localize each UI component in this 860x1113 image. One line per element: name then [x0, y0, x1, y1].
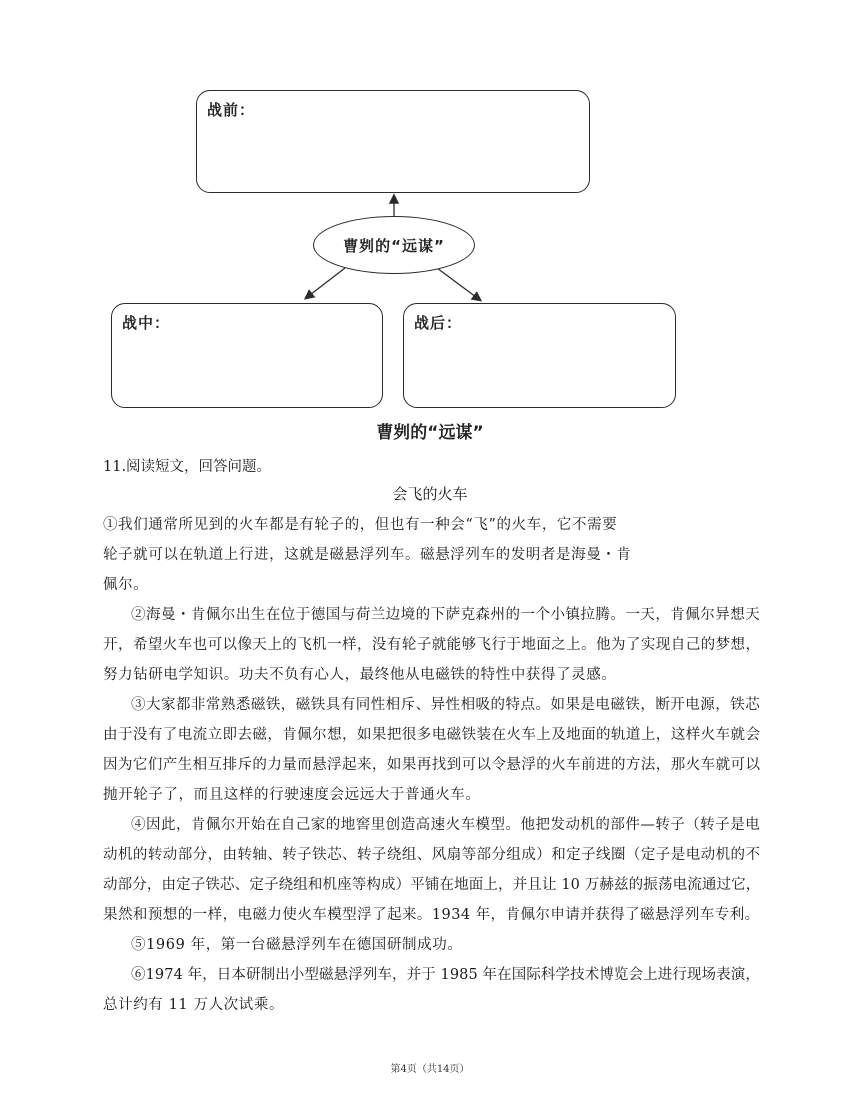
text-line: ③大家都非常熟悉磁铁，磁铁具有同性相斥、异性相吸的特点。如果是电磁铁，断开电源，铁芯 [131, 697, 761, 713]
article-title: 会飞的火车 [392, 485, 468, 503]
text-line: 动机的转动部分，由转轴、转子铁芯、转子绕组、风扇等部分组成）和定子线圈（定子是电动机的不 [103, 847, 761, 863]
text-line: 果然和预想的一样，电磁力使火车模型浮了起来。1934 年，肯佩尔申请并获得了磁悬浮列车专利。 [103, 907, 760, 923]
center-label: 曹刿的“远谋” [343, 236, 445, 255]
text-line: 努力钻研电学知识。功夫不负有心人，最终他从电磁铁的特性中获得了灵感。 [103, 667, 617, 683]
text-line: 佩尔。 [103, 577, 149, 593]
box-during-label: 战中： [122, 314, 171, 332]
page-footer: 第4页（共14页） [390, 1064, 470, 1075]
box-before-label: 战前： [207, 101, 256, 119]
text-line: 总计约有 11 万人次试乘。 [103, 997, 285, 1013]
arrow-left [306, 268, 345, 298]
box-after-label: 战后： [414, 314, 463, 332]
text-line: ⑥1974 年，日本研制出小型磁悬浮列车，并于 1985 年在国际科学技术博览会上进行现场表演， [131, 967, 760, 983]
text-line: 开，希望火车也可以像天上的飞机一样，没有轮子就能够飞行于地面之上。他为了实现自己的梦想， [103, 637, 761, 653]
text-line: 由于没有了电流立即去磁，肯佩尔想，如果把很多电磁铁装在火车上及地面的轨道上，这样火车就会 [103, 727, 761, 743]
text-line: ①我们通常所见到的火车都是有轮子的，但也有一种会“飞”的火车，它不需要 [103, 517, 618, 533]
text-line: ②海曼・肯佩尔出生在位于德国与荷兰边境的下萨克森州的一个小镇拉腾。一天，肯佩尔异想天 [131, 607, 761, 623]
center-ellipse [313, 216, 475, 274]
text-line: 动部分，由定子铁芯、定子绕组和机座等构成）平铺在地面上，并且让 10 万赫兹的振荡电流通过它， [103, 877, 761, 893]
box-after-battle [403, 303, 676, 408]
text-line: 因为它们产生相互排斥的力量而悬浮起来，如果再找到可以令悬浮的火车前进的方法，那火车就可以 [103, 757, 761, 773]
diagram-caption: 曹刿的“远谋” [376, 423, 484, 443]
box-before-battle [196, 90, 590, 193]
text-line: ④因此，肯佩尔开始在自己家的地窖里创造高速火车模型。他把发动机的部件—转子（转子是电 [131, 817, 761, 833]
question-heading: 11.阅读短文，回答问题。 [103, 459, 272, 475]
text-line: 抛开轮子了，而且这样的行驶速度会远远大于普通火车。 [103, 787, 481, 803]
text-line: 轮子就可以在轨道上行进，这就是磁悬浮列车。磁悬浮列车的发明者是海曼・肯 [103, 547, 632, 563]
arrow-right [437, 268, 480, 300]
box-during-battle [111, 303, 383, 408]
text-line: ⑤1969 年，第一台磁悬浮列车在德国研制成功。 [131, 937, 463, 953]
